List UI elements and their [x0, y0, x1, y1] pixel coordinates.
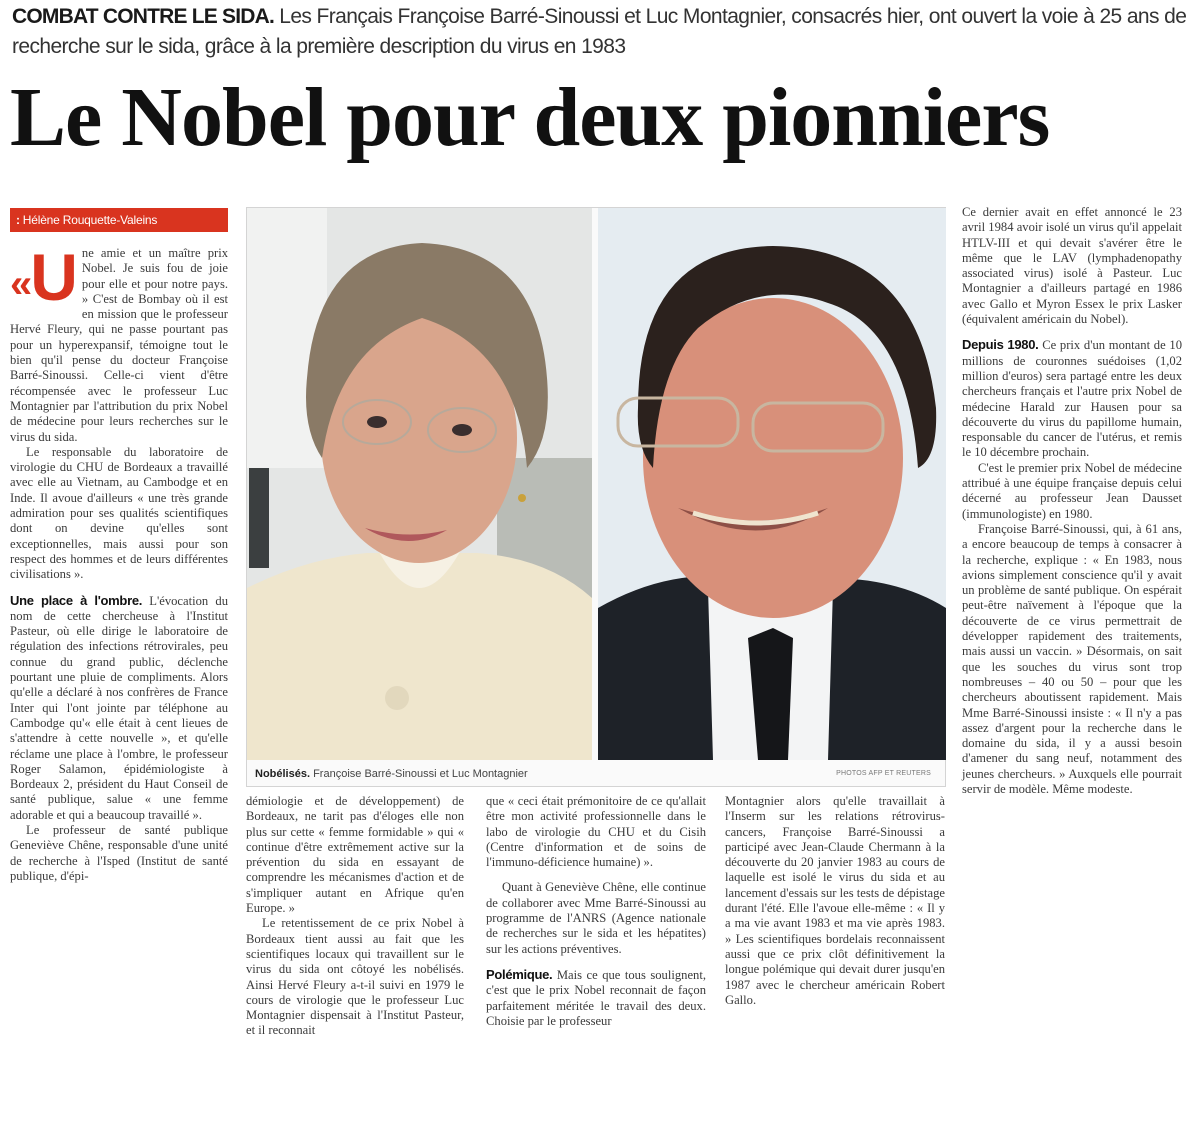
- photo-montagnier: [598, 208, 946, 760]
- paragraph-subhead: [486, 967, 706, 1029]
- dropcap: [10, 240, 78, 314]
- paragraph-text: L'évocation du nom de cette chercheuse à l'Institut Pasteur, où elle dirige le laboratoire de régulation des infections rétrovirales, peu connue du grand public, déclenche pourtant une pluie de compliments. Alors qu'elle a déclaré à nos confrères de France Inter qui l'ont jointe par téléphone au Cambodge qu'« elle était à cent lieues de s'attendre à cette nouvelle », et qu'elle réclame une place à l'ombre, le professeur Roger Salamon, épidémiologiste à Bordeaux 2, président du Haut Conseil de santé publique, salue « une femme adorable et qui a beaucoup travaillé ».: [10, 593, 228, 822]
- caption-text: Françoise Barré-Sinoussi et Luc Montagnier: [310, 768, 528, 780]
- paragraph: Montagnier alors qu'elle travaillait à l'Inserm sur les relations rétrovirus-cancers, Françoise Barré-Sinoussi a participé avec Jean-Claude Chermann à la découverte du 20 janvier 1983 au cours de laquelle est isolé le virus du sida et au lancement d'essais sur les tests de dépistage durant l'été. Elle l'avoue elle-même : « Il y a ma vie avant 1983 et ma vie après 1983. » Les scientifiques bordelais reconnaissent aussi que ce prix clôt définitivement la longue polémique qui devait durer jusqu'en 1987 avec le chercheur américain Robert Gallo.: [725, 794, 945, 1007]
- paragraph: C'est le premier prix Nobel de médecine attribué à une équipe française depuis celui décerné au professeur Jean Dausset (immunologiste) en 1980.: [962, 460, 1182, 521]
- byline-marker: :: [16, 213, 20, 227]
- paragraph: que « ceci était prémonitoire de ce qu'allait être mon activité professionnelle dans le labo de virologie du CHU et du Cisih (Centre d'information et de soins de l'immuno-déficience humaine) ».: [486, 794, 706, 870]
- byline: [10, 208, 228, 232]
- caption-lead: Nobélisés.: [255, 768, 311, 780]
- paragraph-text: Ce prix d'un montant de 10 millions de couronnes suédoises (1,02 million d'euros) sera partagé entre les deux chercheurs français et l'autre prix Nobel de médecine Harald zur Hausen pour sa découverte du virus du papillome humain, responsable du cancer de l'utérus, et remis le 10 décembre prochain.: [962, 338, 1182, 460]
- paragraph-subhead: [10, 593, 228, 823]
- subheading: Depuis 1980.: [962, 337, 1039, 353]
- paragraph: Le retentissement de ce prix Nobel à Bordeaux tient aussi au fait que les scientifiques locaux qui travaillent sur le virus du sida ont côtoyé les nobélisés. Ainsi Hervé Fleury a-t-il suivi en 1979 le cours de virologie que le professeur Luc Montagnier dispensait à l'Institut Pasteur, et il reconnait: [246, 916, 464, 1038]
- photo-caption: [255, 764, 939, 784]
- photo-barre-sinoussi: [247, 208, 592, 760]
- article-column-4: [725, 794, 945, 1008]
- article-column-1: [10, 240, 228, 884]
- paragraph-subhead: [962, 337, 1182, 460]
- paragraph: Ce dernier avait en effet annoncé le 23 avril 1984 avoir isolé un virus qu'il appelait HTLV-III et qui devait s'avérer être le même que le LAV (lymphadenopathy associated virus) isolé à Pasteur. Luc Montagnier a d'ailleurs partagé en 1986 avec Gallo et Myron Essex le prix Lasker (équivalent américain du Nobel).: [962, 205, 1182, 327]
- headline: Le Nobel pour deux pionniers: [10, 71, 1050, 164]
- byline-author: Hélène Rouquette-Valeins: [22, 213, 158, 227]
- portrait-woman-image: [247, 208, 592, 760]
- paragraph: Quant à Geneviève Chêne, elle continue de collaborer avec Mme Barré-Sinoussi au programme de l'ANRS (Agence nationale de recherches sur le sida et les hépatites) sur les actions préventives.: [486, 880, 706, 956]
- paragraph: démiologie et de développement) de Bordeaux, ne tarit pas d'éloges elle non plus sur cette « femme formidable » qui « continue d'être extrêmement active sur la prévention du sida en essayant de comprendre les mécanismes d'action et de s'impliquer autant en Afrique qu'en Europe. »: [246, 794, 464, 916]
- paragraph: Françoise Barré-Sinoussi, qui, à 61 ans, a encore beaucoup de temps à consacrer à la recherche, explique : « En 1983, nous avions simplement conscience qu'il y avait un problème de santé publique. On espérait peut-être naïvement à l'époque que la découverte de ce virus permettrait de développer rapidement des traitements, mais aussi un vaccin. » Désormais, on sait que les souches du virus sont trop nombreuses – 40 ou 50 – pour que les chercheurs aboutissent rapidement. Mais Mme Barré-Sinoussi insiste : « Il n'y a pas assez d'argent pour la recherche dans le domaine du sida, il y a aussi besoin d'amener du sang neuf, notamment des jeunes chercheurs. » Auxquels elle pourrait servir de modèle. Même modeste.: [962, 521, 1182, 796]
- subheading: Polémique.: [486, 966, 553, 982]
- paragraph: Le professeur de santé publique Geneviève Chêne, responsable d'une unité de recherche à l'Isped (Institut de santé publique, d'épi-: [10, 822, 228, 883]
- opening-paragraph: [10, 240, 228, 445]
- article-column-5: [962, 205, 1182, 797]
- photo-block: [246, 207, 946, 787]
- kicker-text: Les Français Françoise Barré-Sinoussi et Luc Montagnier, consacrés hier, ont ouvert la voie à 25 ans de recherche sur le sida, grâce à la première description du virus en 1983: [12, 5, 1187, 58]
- kicker-lead: COMBAT CONTRE LE SIDA.: [12, 5, 275, 28]
- open-quote-icon: «: [10, 262, 29, 306]
- article-column-2: [246, 794, 464, 1039]
- paragraph-text: ne amie et un maître prix Nobel. Je suis fou de joie pour elle et pour notre pays. » C'est de Bombay où il est en mission que le professeur Hervé Fleury, qui ne passe pourtant pas pour un hyperexpansif, témoigne tout le bien qu'il pense du docteur Françoise Barré-Sinoussi. Celle-ci vient d'être récompensée avec le professeur Luc Montagnier par l'attribution du prix Nobel de médecine pour leurs recherches sur le virus du sida.: [10, 246, 228, 444]
- paragraph-text: Mais ce que tous soulignent, c'est que le prix Nobel reconnait de façon parfaitement méritée le travail des deux. Choisie par le professeur: [486, 967, 706, 1028]
- subheading: Une place à l'ombre.: [10, 592, 143, 608]
- portrait-man-image: [598, 208, 946, 760]
- paragraph: Le responsable du laboratoire de virologie du CHU de Bordeaux a travaillé avec elle au Vietnam, au Cambodge et en Inde. Il avoue d'ailleurs « une très grande admiration pour ses qualités scientifiques dont on devine qu'elles sont exceptionnelles, mais aussi pour son respect des hommes et de leurs différentes civilisations ».: [10, 444, 228, 582]
- kicker: [12, 2, 1192, 62]
- article-column-3: [486, 794, 706, 1029]
- photo-credit: PHOTOS AFP ET REUTERS: [836, 770, 931, 777]
- dropcap-letter: U: [30, 240, 78, 314]
